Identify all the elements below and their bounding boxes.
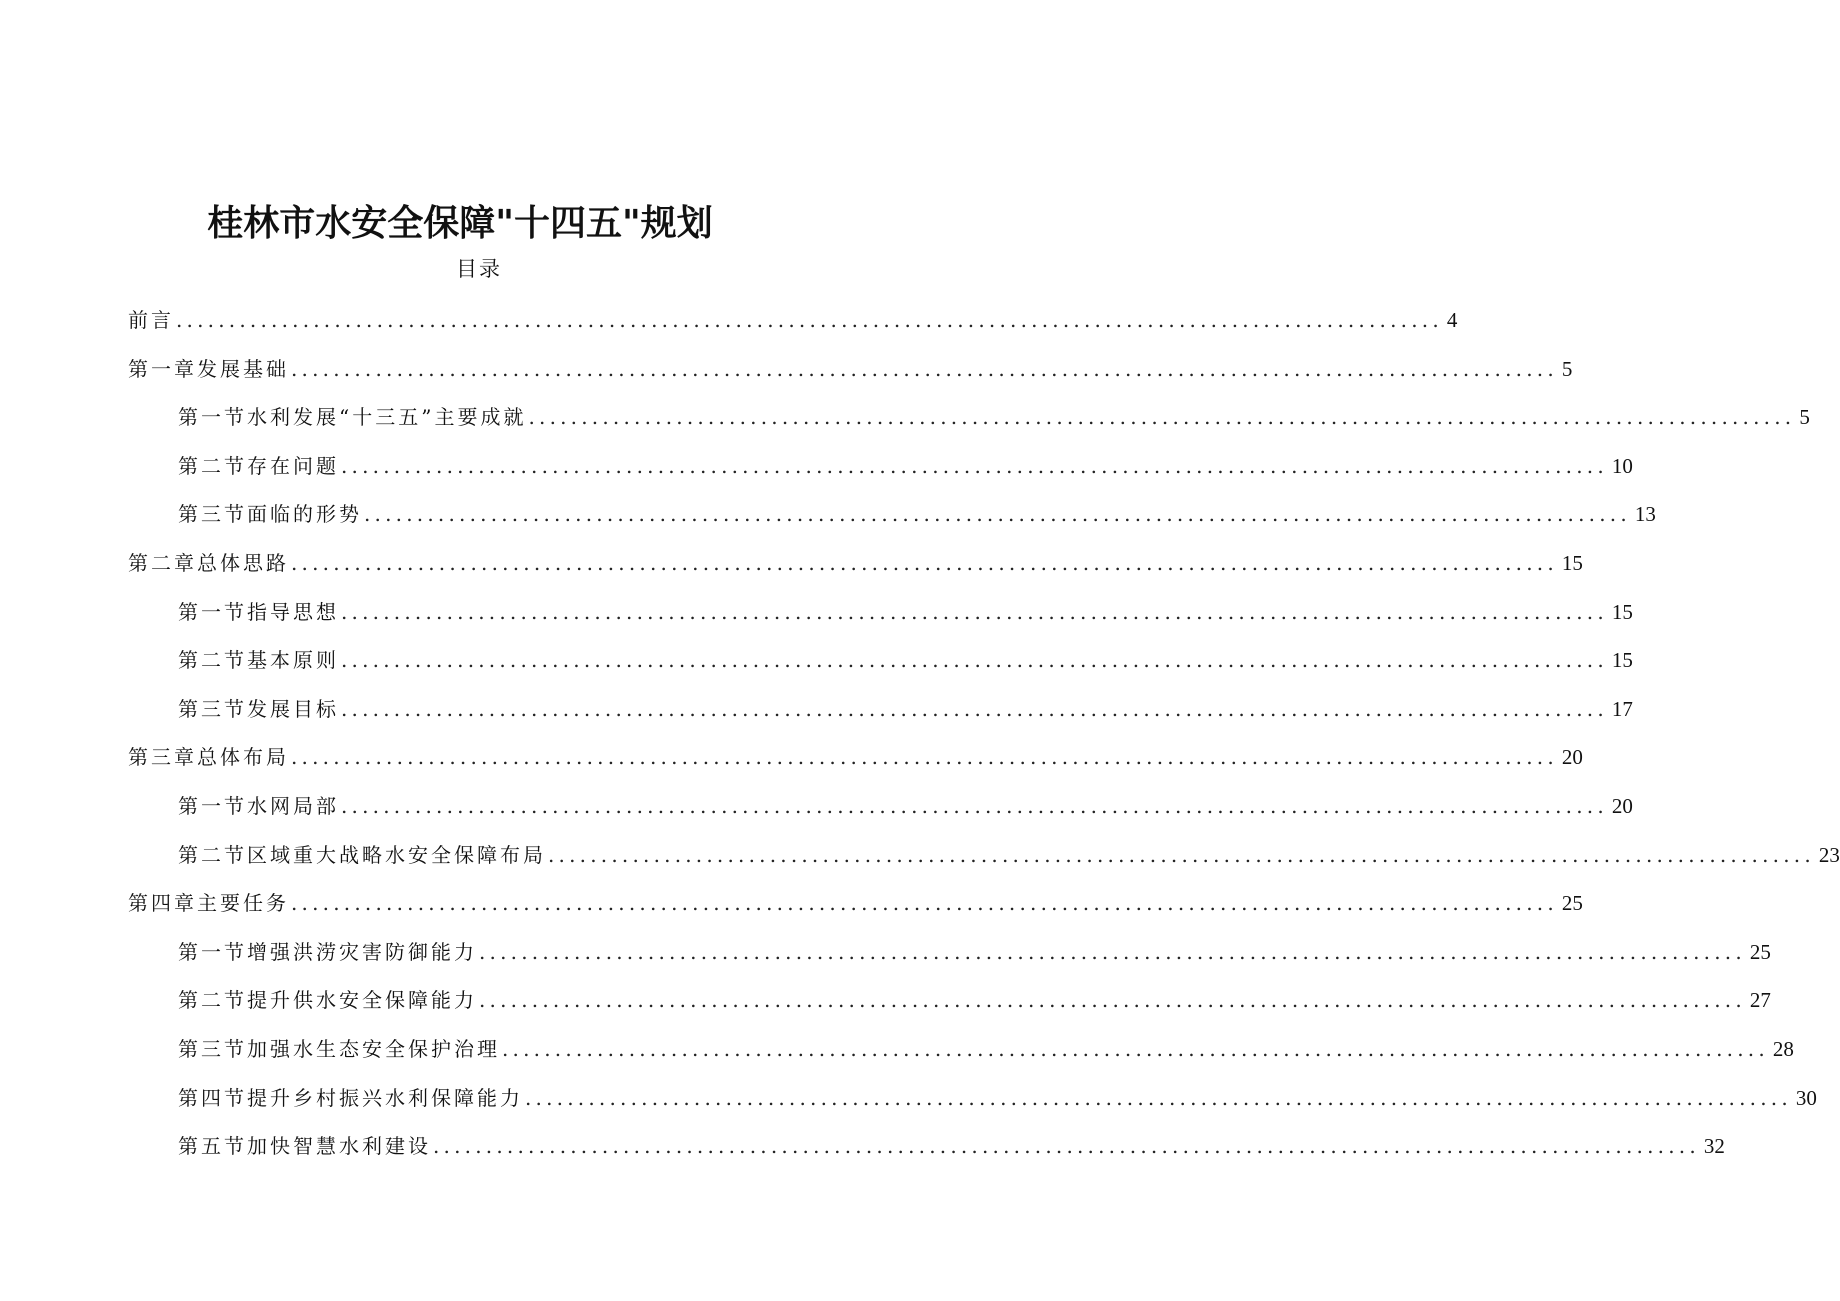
toc-dot-leader: ........................................................................................................................ bbox=[341, 696, 1608, 721]
toc-dot-leader: ........................................................................................................................ bbox=[291, 745, 1558, 770]
toc-dot-leader: ........................................................................................................................ bbox=[479, 988, 1746, 1013]
toc-entry-label: 第二节基本原则 bbox=[178, 648, 339, 673]
toc-entry[interactable] bbox=[178, 1078, 1817, 1112]
toc-entry-page-number: 15 bbox=[1611, 599, 1633, 624]
toc-entry[interactable] bbox=[178, 932, 1771, 966]
toc-entry[interactable] bbox=[178, 835, 1840, 869]
toc-dot-leader: ........................................................................................................................ bbox=[341, 794, 1608, 818]
toc-entry-label: 前言 bbox=[128, 308, 174, 332]
toc-entry-page-number: 5 bbox=[1561, 356, 1573, 381]
toc-dot-leader: ........................................................................................................................ bbox=[341, 599, 1608, 624]
toc-entry-page-number: 32 bbox=[1703, 1134, 1725, 1159]
toc-dot-leader: ........................................................................................................................ bbox=[364, 502, 1631, 527]
toc-entry-page-number: 15 bbox=[1611, 648, 1633, 673]
toc-entry-page-number: 23 bbox=[1818, 842, 1840, 867]
toc-entry-page-number: 17 bbox=[1611, 696, 1633, 721]
toc-entry[interactable] bbox=[178, 397, 1810, 431]
toc-entry[interactable] bbox=[178, 640, 1633, 674]
toc-entry-label: 第四章主要任务 bbox=[128, 891, 289, 916]
toc-entry[interactable] bbox=[128, 300, 1458, 334]
toc-entry-page-number: 20 bbox=[1611, 794, 1633, 818]
toc-entry-label: 第三节面临的形势 bbox=[178, 502, 362, 527]
toc-dot-leader: ........................................................................................................................ bbox=[525, 1085, 1792, 1110]
toc-heading: 目录 bbox=[456, 257, 502, 281]
toc-entry[interactable] bbox=[178, 786, 1633, 820]
toc-entry-page-number: 13 bbox=[1634, 502, 1656, 527]
toc-entry[interactable] bbox=[178, 1126, 1725, 1160]
toc-entry-label: 第一章发展基础 bbox=[128, 356, 289, 381]
toc-dot-leader: ........................................................................................................................ bbox=[341, 648, 1608, 673]
toc-entry-label: 第二节提升供水安全保障能力 bbox=[178, 988, 477, 1013]
toc-entry[interactable] bbox=[178, 592, 1633, 626]
toc-entry-page-number: 30 bbox=[1795, 1085, 1817, 1110]
toc-entry-label: 第一节水网局部 bbox=[178, 794, 339, 818]
toc-entry-page-number: 28 bbox=[1772, 1037, 1794, 1061]
toc-entry-page-number: 10 bbox=[1611, 453, 1633, 478]
toc-entry-label: 第二章总体思路 bbox=[128, 551, 289, 575]
toc-dot-leader: ........................................................................................................................ bbox=[291, 551, 1558, 575]
toc-dot-leader: ........................................................................................................................ bbox=[433, 1134, 1700, 1159]
toc-entry[interactable] bbox=[128, 737, 1583, 771]
toc-entry-label: 第四节提升乡村振兴水利保障能力 bbox=[178, 1085, 523, 1110]
toc-entry-page-number: 25 bbox=[1749, 939, 1771, 964]
document-title: 桂林市水安全保障"十四五"规划 bbox=[207, 203, 713, 245]
toc-entry[interactable] bbox=[178, 689, 1633, 723]
toc-dot-leader: ........................................................................................................................ bbox=[291, 356, 1558, 381]
toc-entry-label: 第二节区域重大战略水安全保障布局 bbox=[178, 842, 546, 867]
toc-entry-label: 第一节指导思想 bbox=[178, 599, 339, 624]
toc-entry[interactable] bbox=[178, 1029, 1794, 1063]
toc-entry-page-number: 15 bbox=[1561, 551, 1583, 575]
toc-entry-label: 第三节加强水生态安全保护治理 bbox=[178, 1037, 500, 1061]
toc-entry-page-number: 25 bbox=[1561, 891, 1583, 916]
toc-entry-label: 第一节增强洪涝灾害防御能力 bbox=[178, 939, 477, 964]
toc-entry-label: 第一节水利发展“十三五”主要成就 bbox=[178, 405, 527, 430]
toc-entry[interactable] bbox=[128, 543, 1583, 577]
toc-entry-label: 第五节加快智慧水利建设 bbox=[178, 1134, 431, 1159]
toc-dot-leader: ........................................................................................................................ bbox=[176, 308, 1443, 332]
toc-entry[interactable] bbox=[128, 349, 1573, 383]
toc-entry-label: 第二节存在问题 bbox=[178, 453, 339, 478]
toc-dot-leader: ........................................................................................................................ bbox=[528, 405, 1796, 430]
toc-entry-label: 第三章总体布局 bbox=[128, 745, 289, 770]
toc-entry-page-number: 20 bbox=[1561, 745, 1583, 770]
toc-entry-label: 第三节发展目标 bbox=[178, 696, 339, 721]
toc-entry-page-number: 4 bbox=[1446, 308, 1458, 332]
toc-dot-leader: ........................................................................................................................ bbox=[291, 891, 1558, 916]
toc-dot-leader: ........................................................................................................................ bbox=[479, 939, 1746, 964]
toc-entry-page-number: 5 bbox=[1799, 405, 1810, 430]
toc-dot-leader: ........................................................................................................................ bbox=[548, 842, 1815, 867]
toc-dot-leader: ........................................................................................................................ bbox=[341, 453, 1608, 478]
toc-entry[interactable] bbox=[178, 980, 1771, 1014]
toc-entry-page-number: 27 bbox=[1749, 988, 1771, 1013]
toc-entry[interactable] bbox=[178, 446, 1633, 480]
toc-entry[interactable] bbox=[128, 883, 1583, 917]
toc-entry[interactable] bbox=[178, 494, 1656, 528]
toc-dot-leader: ........................................................................................................................ bbox=[502, 1037, 1769, 1061]
